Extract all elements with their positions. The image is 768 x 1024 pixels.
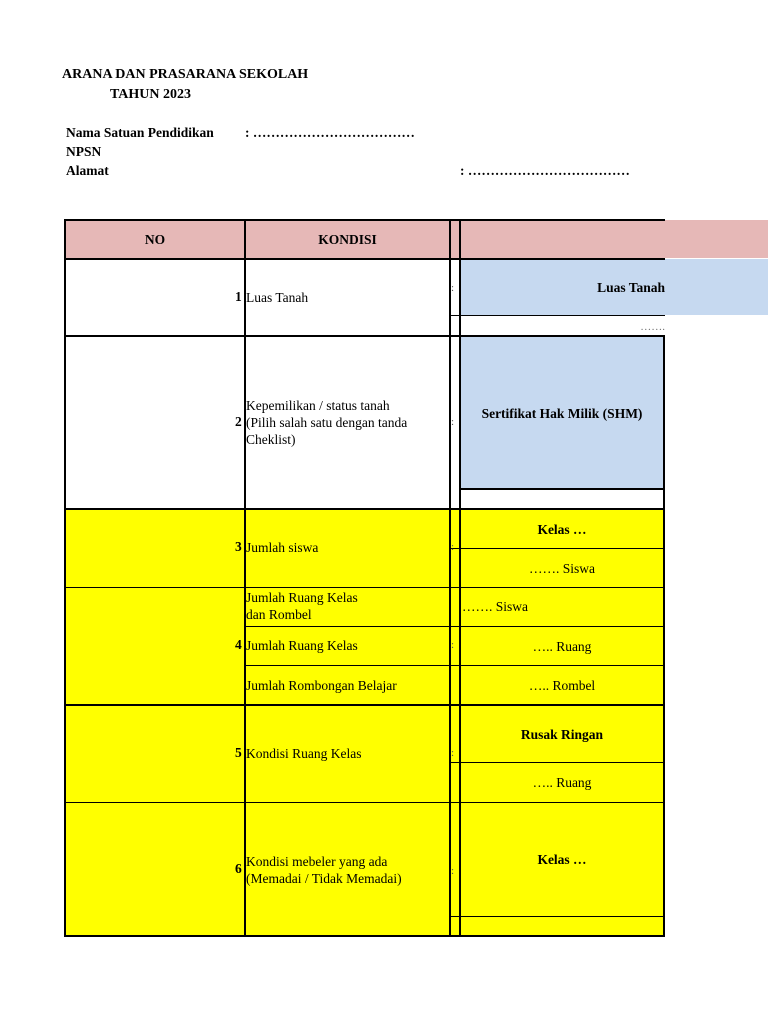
page-subtitle: TAHUN 2023 [110,87,192,102]
row2-value[interactable]: Sertifikat Hak Milik (SHM) [481,405,643,421]
alamat-value[interactable]: : ……………………………… [460,163,630,178]
row3-kondisi: Jumlah siswa [246,540,319,555]
alamat-label: Alamat [66,163,109,178]
header-no: NO [144,232,166,247]
row5-no: 5 [235,745,242,760]
row5-kondisi: Kondisi Ruang Kelas [246,746,362,761]
nama-label: Nama Satuan Pendidikan [66,125,214,140]
row1-kondisi: Luas Tanah [246,290,309,305]
row3-sub[interactable]: ……. Siswa [528,560,595,576]
row4-sub2-value[interactable]: ….. Ruang [532,638,592,654]
header-kondisi: KONDISI [318,232,377,247]
row3-value[interactable]: Kelas … [537,521,587,537]
row6-kondisi: Kondisi mebeler yang ada (Memadai / Tidak Memadai) [246,854,402,886]
row6-value[interactable]: Kelas … [537,852,587,867]
npsn-label: NPSN [66,144,102,159]
row5-sub[interactable]: ….. Ruang [532,775,592,790]
row1-no: 1 [235,289,242,304]
row6-no: 6 [235,861,242,876]
page-title: ARANA DAN PRASARANA SEKOLAH [62,67,309,82]
row4-sub2-label: Jumlah Ruang Kelas [246,638,358,653]
row4-sub1-value[interactable]: ……. Siswa [462,599,529,614]
row1-sub[interactable]: ……. [640,321,665,333]
row4-sub1-label: Jumlah Ruang Kelas dan Rombel [246,590,358,622]
row3-no: 3 [235,539,242,554]
nama-value[interactable]: : ……………………………… [245,125,415,140]
row4-sub3-label: Jumlah Rombongan Belajar [246,678,397,693]
row4-sub3-value[interactable]: ….. Rombel [528,677,596,693]
row5-value[interactable]: Rusak Ringan [520,726,604,742]
row2-no: 2 [235,414,242,429]
row1-value[interactable]: Luas Tanah [597,280,665,295]
row4-no: 4 [235,637,242,652]
row2-kondisi: Kepemilikan / status tanah (Pilih salah satu dengan tanda Cheklist) [246,398,408,447]
